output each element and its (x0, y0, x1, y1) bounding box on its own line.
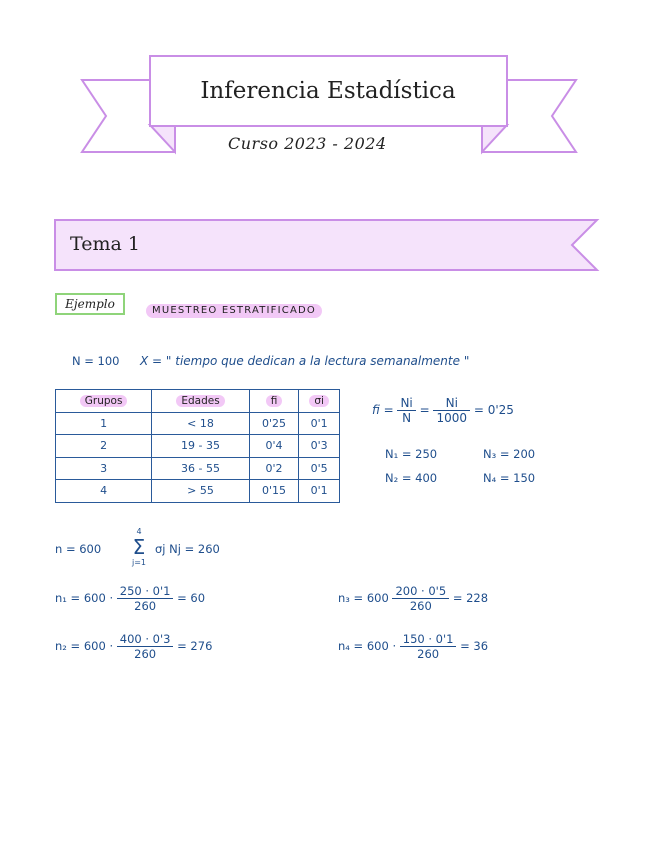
table-cell: 0'1 (299, 412, 340, 435)
table-row (56, 480, 340, 503)
table-header-cell: σi (299, 390, 340, 413)
course-year: Curso 2023 - 2024 (228, 134, 387, 153)
table-header-cell: Edades (152, 390, 250, 413)
allocation-n1 (55, 584, 205, 613)
table-cell: 1 (56, 412, 152, 435)
fi-lhs: fi = (372, 403, 394, 417)
variable-definition: X = " tiempo que dedican a la lectura semanalmente " (140, 354, 470, 368)
alloc-lhs: n₂ = 600 · (55, 639, 114, 653)
table-cell: 0'3 (299, 435, 340, 458)
allocation-n4 (338, 632, 488, 661)
alloc-num: 150 · 0'1 (400, 632, 457, 647)
alloc-fraction (117, 584, 174, 613)
alloc-fraction (392, 584, 449, 613)
table-row (56, 435, 340, 458)
fi-fraction-2 (433, 396, 470, 425)
alloc-den: 260 (134, 599, 157, 613)
fi-num-2: Ni (433, 396, 470, 411)
table-row (56, 457, 340, 480)
alloc-den: 260 (417, 647, 440, 661)
table-cell: 0'25 (249, 412, 298, 435)
fi-eq: = (419, 403, 430, 417)
table-cell: 2 (56, 435, 152, 458)
fi-num-1: Ni (397, 396, 415, 411)
alloc-num: 400 · 0'3 (117, 632, 174, 647)
alloc-den: 260 (134, 647, 157, 661)
alloc-num: 250 · 0'1 (117, 584, 174, 599)
table-cell: 0'2 (249, 457, 298, 480)
stratum-N3: N₃ = 200 (483, 447, 536, 461)
sample-size: n = 600 (55, 542, 102, 556)
alloc-lhs: n₃ = 600 (338, 591, 389, 605)
table-cell: 3 (56, 457, 152, 480)
allocation-n2 (55, 632, 212, 661)
table-cell: 36 - 55 (152, 457, 250, 480)
strata-table (55, 389, 340, 503)
alloc-den: 260 (409, 599, 432, 613)
table-cell: 0'15 (249, 480, 298, 503)
table-cell: 0'4 (249, 435, 298, 458)
alloc-fraction (400, 632, 457, 661)
sum-expression: σj Nj = 260 (155, 542, 220, 556)
fi-fraction-1 (397, 396, 415, 425)
alloc-fraction (117, 632, 174, 661)
stratum-N1: N₁ = 250 (385, 447, 438, 461)
sum-lower-limit: j=1 (131, 558, 146, 567)
table-header-cell: fi (249, 390, 298, 413)
table-cell: 0'1 (299, 480, 340, 503)
table-cell: < 18 (152, 412, 250, 435)
section-title: Tema 1 (70, 233, 140, 255)
document-title: Inferencia Estadística (200, 78, 456, 104)
table-header-row (56, 390, 340, 413)
table-cell: 4 (56, 480, 152, 503)
alloc-result: = 36 (460, 639, 489, 653)
population-size: N = 100 (72, 354, 120, 368)
stratum-N2: N₂ = 400 (385, 471, 438, 485)
alloc-num: 200 · 0'5 (392, 584, 449, 599)
ejemplo-label: Ejemplo (55, 293, 125, 315)
table-cell: 19 - 35 (152, 435, 250, 458)
fi-den-1: N (402, 411, 412, 425)
sum-upper-limit: 4 (136, 527, 142, 536)
table-cell: 0'5 (299, 457, 340, 480)
alloc-lhs: n₄ = 600 · (338, 639, 397, 653)
stratum-N4: N₄ = 150 (483, 471, 536, 485)
fi-rhs: = 0'25 (473, 403, 514, 417)
alloc-result: = 228 (452, 591, 489, 605)
table-cell: > 55 (152, 480, 250, 503)
table-row (56, 412, 340, 435)
fi-formula (372, 396, 514, 425)
table-header-cell: Grupos (56, 390, 152, 413)
alloc-result: = 276 (177, 639, 213, 653)
topic-highlight: MUESTREO ESTRATIFICADO (146, 304, 322, 318)
sum-symbol: Σ (132, 535, 146, 559)
fi-den-2: 1000 (436, 411, 468, 425)
alloc-lhs: n₁ = 600 · (55, 591, 114, 605)
alloc-result: = 60 (177, 591, 206, 605)
allocation-n3 (338, 584, 488, 613)
